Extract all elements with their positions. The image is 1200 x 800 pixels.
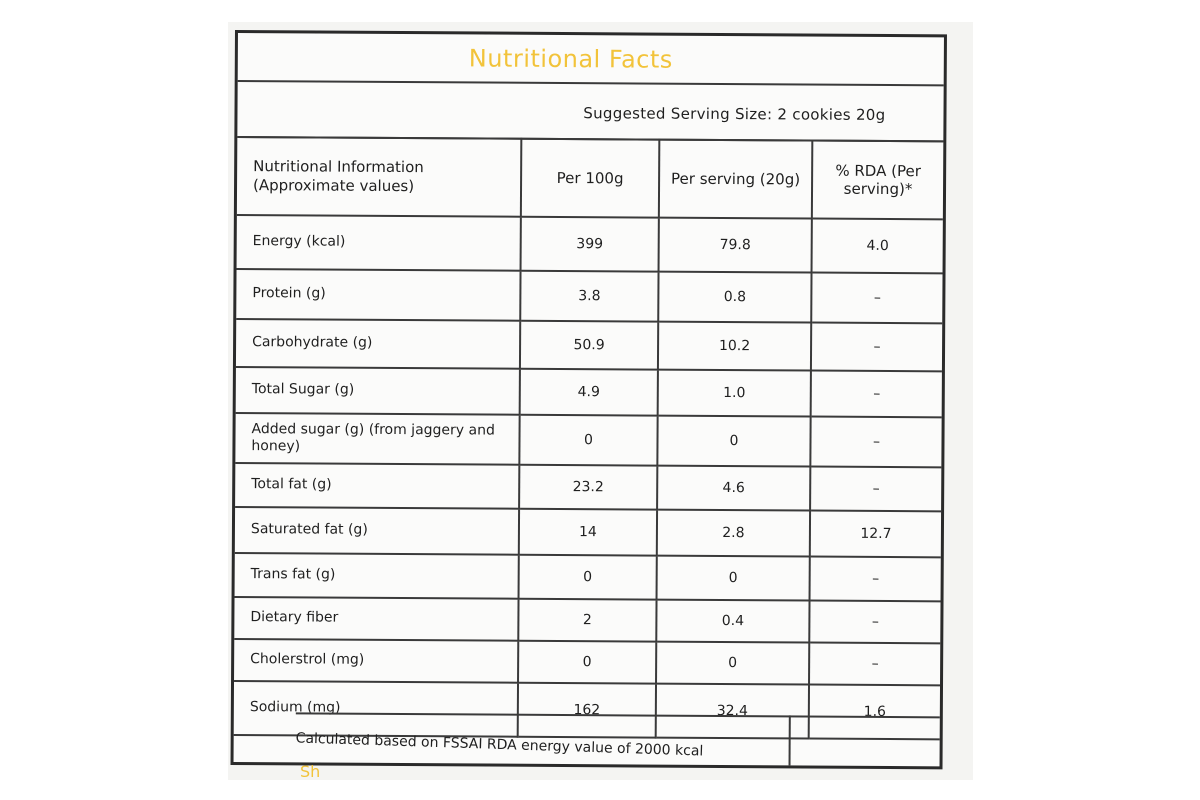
value-rda: – <box>809 601 940 644</box>
nutrient-name: Added sugar (g) (from jaggery and honey) <box>235 413 519 465</box>
value-per-serving: 0.8 <box>658 272 811 323</box>
table-row <box>235 413 941 467</box>
value-per-100g: 3.8 <box>520 271 658 322</box>
value-per-100g: 0 <box>519 555 657 600</box>
header-nutritional-information: Nutritional Information (Approximate values) <box>237 137 521 217</box>
value-rda: 1.6 <box>809 685 940 740</box>
nutrient-name: Protein (g) <box>236 269 520 321</box>
nutrition-label <box>231 30 947 769</box>
table-header-row <box>237 137 943 219</box>
value-per-100g: 23.2 <box>519 465 657 510</box>
value-rda: – <box>810 557 941 602</box>
value-per-serving: 0 <box>657 556 810 601</box>
nutrient-name: Energy (kcal) <box>237 215 521 271</box>
value-per-serving: 32.4 <box>656 684 809 739</box>
footnote-row <box>234 712 940 766</box>
nutrient-name: Sodium (mg) <box>234 681 518 737</box>
value-rda: 4.0 <box>812 219 943 274</box>
header-rda: % RDA (Per serving)* <box>812 141 943 220</box>
nutrient-name: Trans fat (g) <box>235 553 519 599</box>
value-rda: 12.7 <box>810 511 941 558</box>
table-row <box>236 367 942 417</box>
value-per-serving: 0 <box>656 642 809 685</box>
value-rda: – <box>810 417 941 468</box>
value-per-serving: 10.2 <box>658 322 811 371</box>
title-row <box>238 33 944 86</box>
nutrient-name: Saturated fat (g) <box>235 507 519 555</box>
label-title: Nutritional Facts <box>468 43 673 74</box>
value-per-serving: 1.0 <box>658 370 811 417</box>
value-rda: – <box>811 371 942 418</box>
value-per-serving: 4.6 <box>657 466 810 511</box>
footnote-empty-cell <box>789 715 940 766</box>
header-per-serving: Per serving (20g) <box>659 140 812 219</box>
table-row <box>234 639 940 685</box>
table-row <box>235 553 941 601</box>
bottom-cut-text: Sh <box>300 762 321 780</box>
footnote: Calculated based on FSSAI RDA energy value of 2000 kcal <box>295 730 704 760</box>
value-per-100g: 50.9 <box>520 321 658 370</box>
header-per-100g: Per 100g <box>521 139 659 218</box>
nutrition-table <box>234 136 944 740</box>
value-rda: – <box>811 323 942 372</box>
nutrient-name: Total Sugar (g) <box>236 367 520 415</box>
value-per-100g: 2 <box>518 599 656 642</box>
table-row <box>237 215 943 273</box>
value-per-serving: 0 <box>657 416 810 467</box>
nutrient-name: Total fat (g) <box>235 463 519 509</box>
value-rda: – <box>810 467 941 512</box>
nutrient-name: Dietary fiber <box>234 597 518 641</box>
value-per-serving: 2.8 <box>657 510 810 557</box>
value-per-serving: 79.8 <box>659 218 812 273</box>
table-row <box>236 319 942 371</box>
value-per-100g: 14 <box>519 509 657 556</box>
value-per-serving: 0.4 <box>656 600 809 643</box>
value-per-100g: 4.9 <box>520 369 658 416</box>
table-row <box>234 597 940 643</box>
serving-row <box>237 80 943 142</box>
table-body <box>234 215 943 739</box>
table-row <box>235 507 941 557</box>
serving-size: Suggested Serving Size: 2 cookies 20g <box>583 104 886 124</box>
value-per-100g: 162 <box>518 683 656 738</box>
value-per-100g: 0 <box>518 641 656 684</box>
nutrient-name: Cholerstrol (mg) <box>234 639 518 683</box>
table-row <box>236 269 942 323</box>
value-per-100g: 0 <box>519 415 657 466</box>
value-per-100g: 399 <box>521 217 659 272</box>
nutrient-name: Carbohydrate (g) <box>236 319 520 369</box>
table-row <box>235 463 941 511</box>
value-rda: – <box>809 643 940 686</box>
value-rda: – <box>811 273 942 324</box>
